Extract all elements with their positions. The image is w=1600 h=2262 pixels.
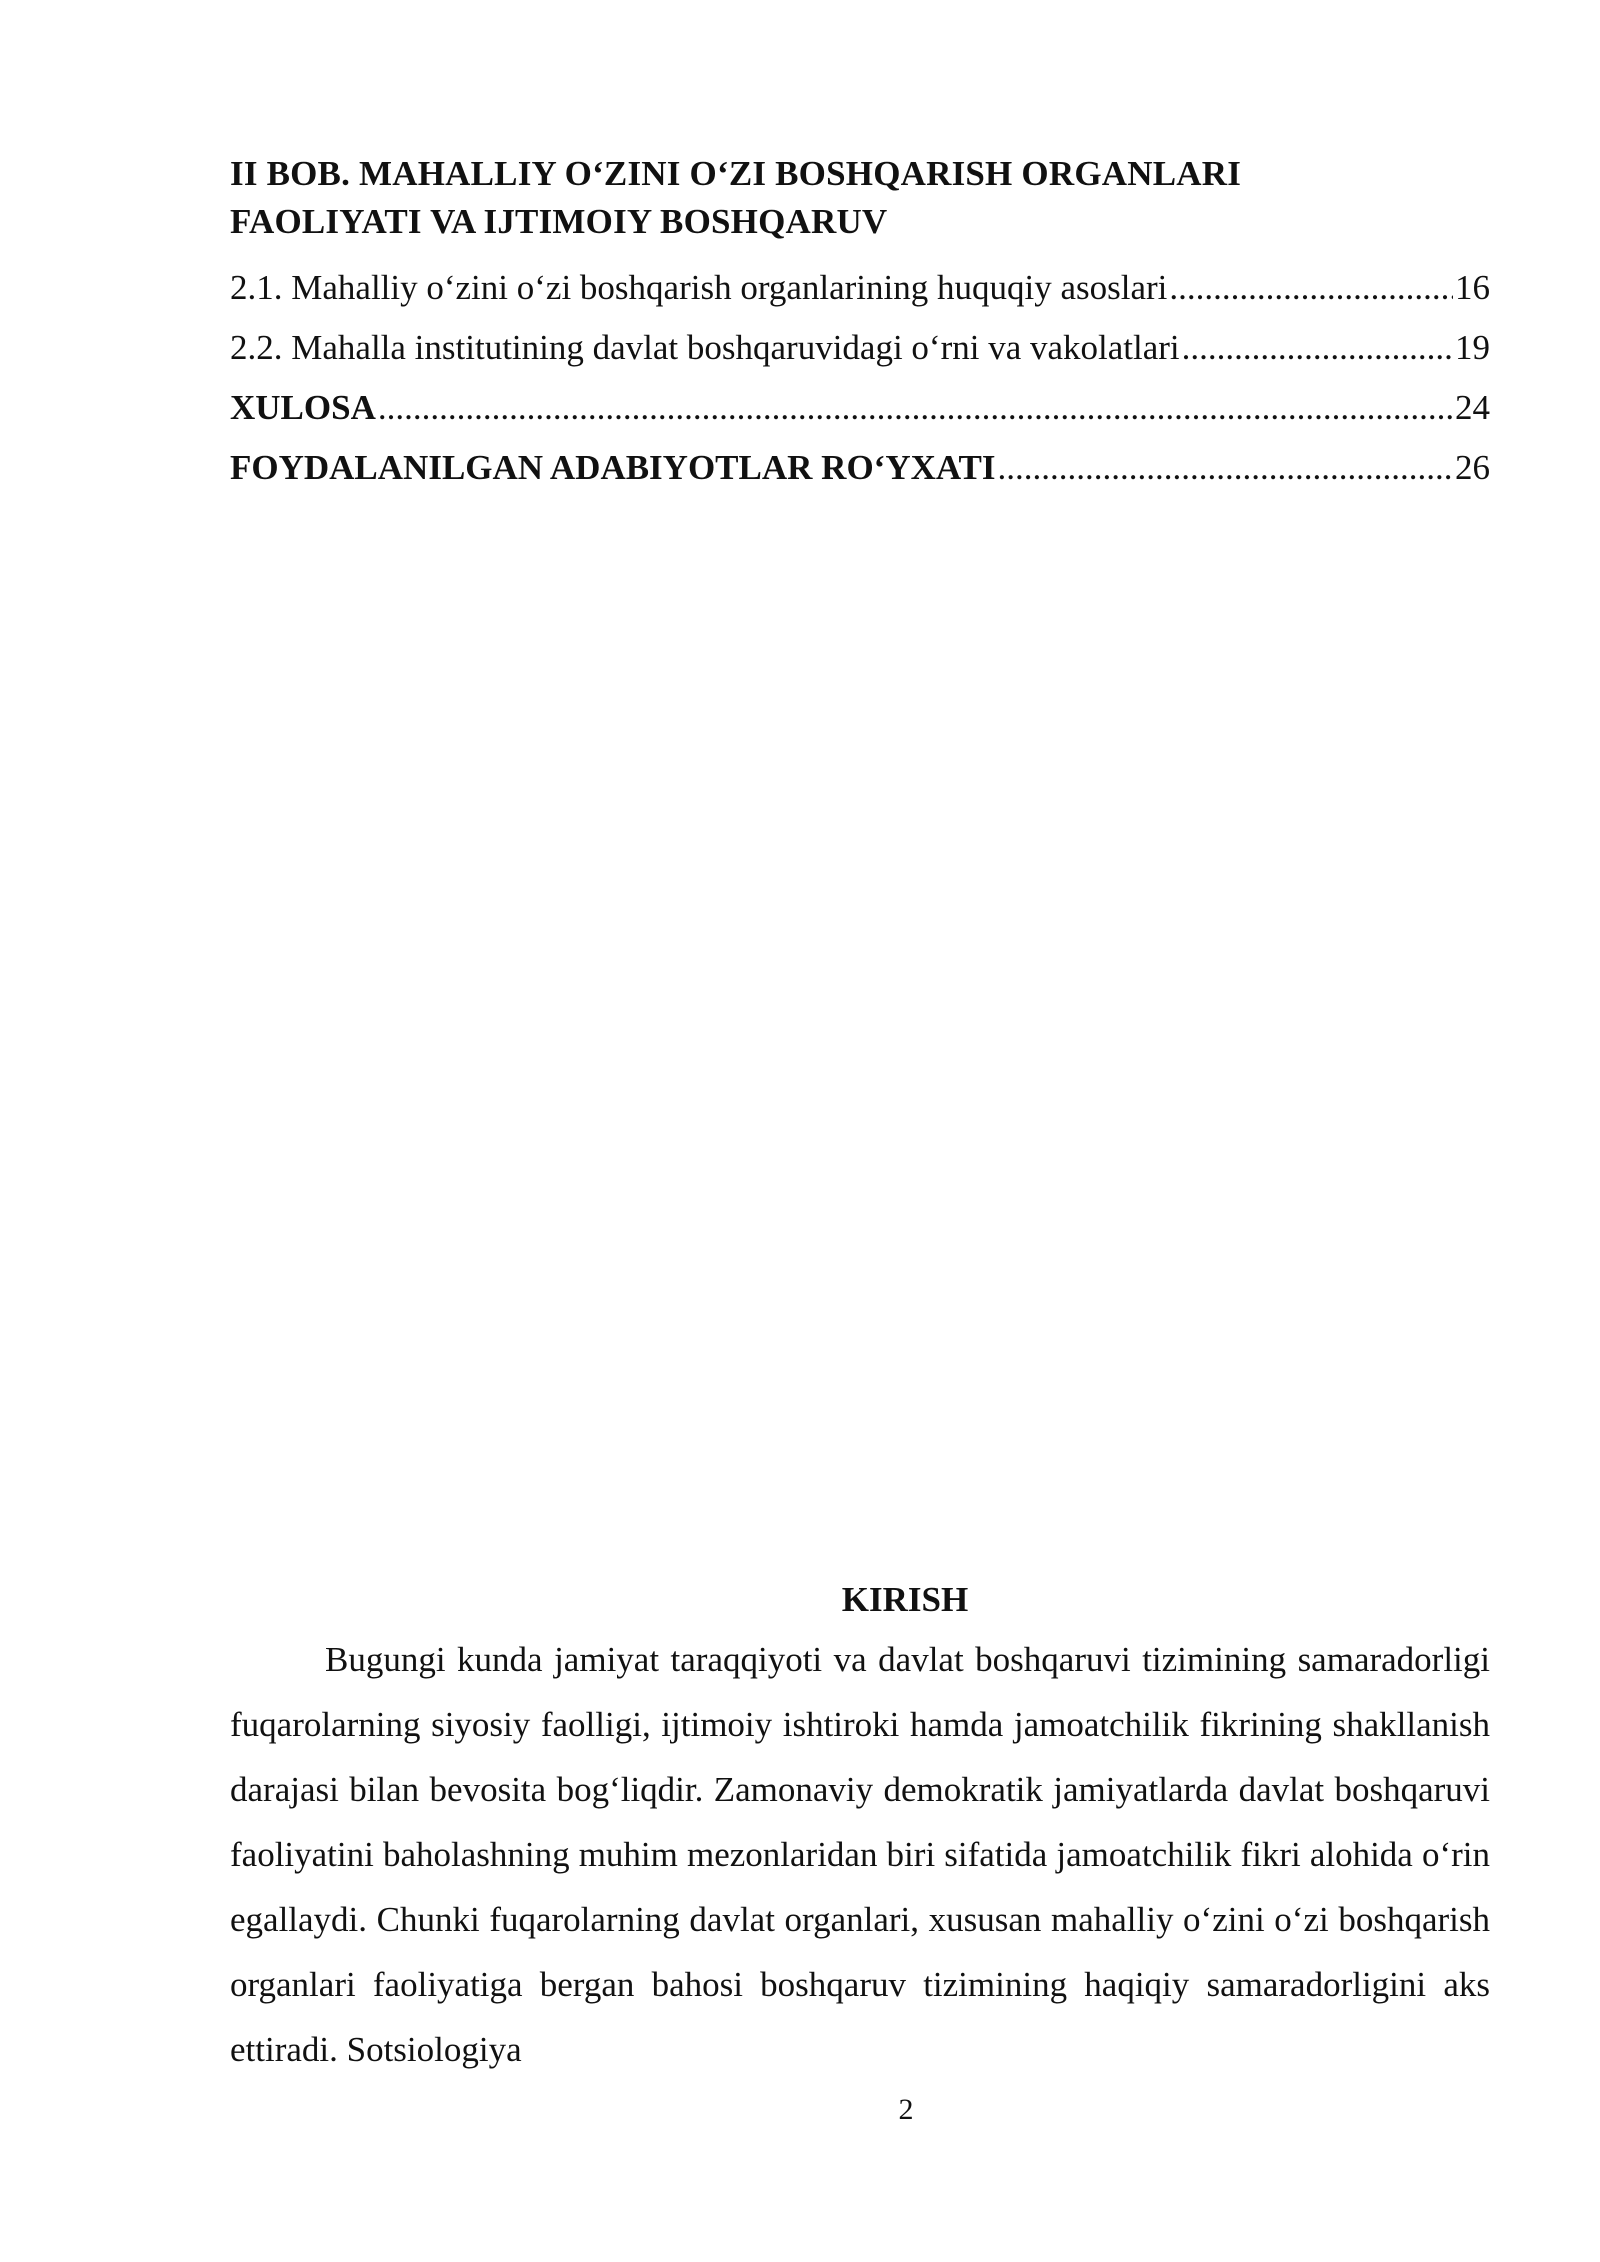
chapter-heading-line-1: II BOB. MAHALLIY O‘ZINI O‘ZI BOSHQARISH ORGANLARI <box>230 154 1242 193</box>
toc-entry <box>230 318 1490 378</box>
toc-entry-page: 16 <box>1455 268 1490 307</box>
toc-entry-title: XULOSA <box>230 388 376 427</box>
toc-leader-dots <box>998 438 1453 498</box>
toc-entry-title: FOYDALANILGAN ADABIYOTLAR RO‘YXATI <box>230 448 996 487</box>
toc-entry-page: 26 <box>1455 448 1490 487</box>
toc-leader-dots <box>378 378 1453 438</box>
toc-entry-title: 2.1. Mahalliy o‘zini o‘zi boshqarish organlarining huquqiy asoslari <box>230 268 1168 307</box>
toc-entry <box>230 378 1490 438</box>
table-of-contents <box>230 150 1490 498</box>
page-number: 2 <box>898 2093 914 2126</box>
toc-entry-page: 19 <box>1455 328 1490 367</box>
introduction-title: KIRISH <box>841 1580 969 1619</box>
toc-leader-dots <box>1169 258 1453 318</box>
chapter-heading <box>230 150 1490 246</box>
introduction-section <box>230 1575 1490 2082</box>
toc-entry <box>230 438 1490 498</box>
toc-entry <box>230 258 1490 318</box>
introduction-paragraph: Bugungi kunda jamiyat taraqqiyoti va davlat boshqaruvi tizimining samaradorligi fuqarolarning siyosiy faolligi, ijtimoiy ishtiroki hamda jamoatchilik fikrining shakllanish darajasi bilan bevosita bog‘liqdir. Zamonaviy demokratik jamiyatlarda davlat boshqaruvi faoliyatini baholashning muhim mezonlaridan biri sifatida jamoatchilik fikri alohida o‘rin egallaydi. Chunki fuqarolarning davlat organlari, xususan mahalliy o‘zini o‘zi boshqarish organlari faoliyatiga bergan bahosi boshqaruv tizimining haqiqiy samaradorligini aks ettiradi. Sotsiologiya <box>230 1640 1490 2069</box>
toc-leader-dots <box>1182 318 1453 378</box>
toc-entry-page: 24 <box>1455 388 1490 427</box>
chapter-heading-line-2: FAOLIYATI VA IJTIMOIY BOSHQARUV <box>230 202 888 241</box>
toc-entry-title: 2.2. Mahalla institutining davlat boshqaruvidagi o‘rni va vakolatlari <box>230 328 1180 367</box>
